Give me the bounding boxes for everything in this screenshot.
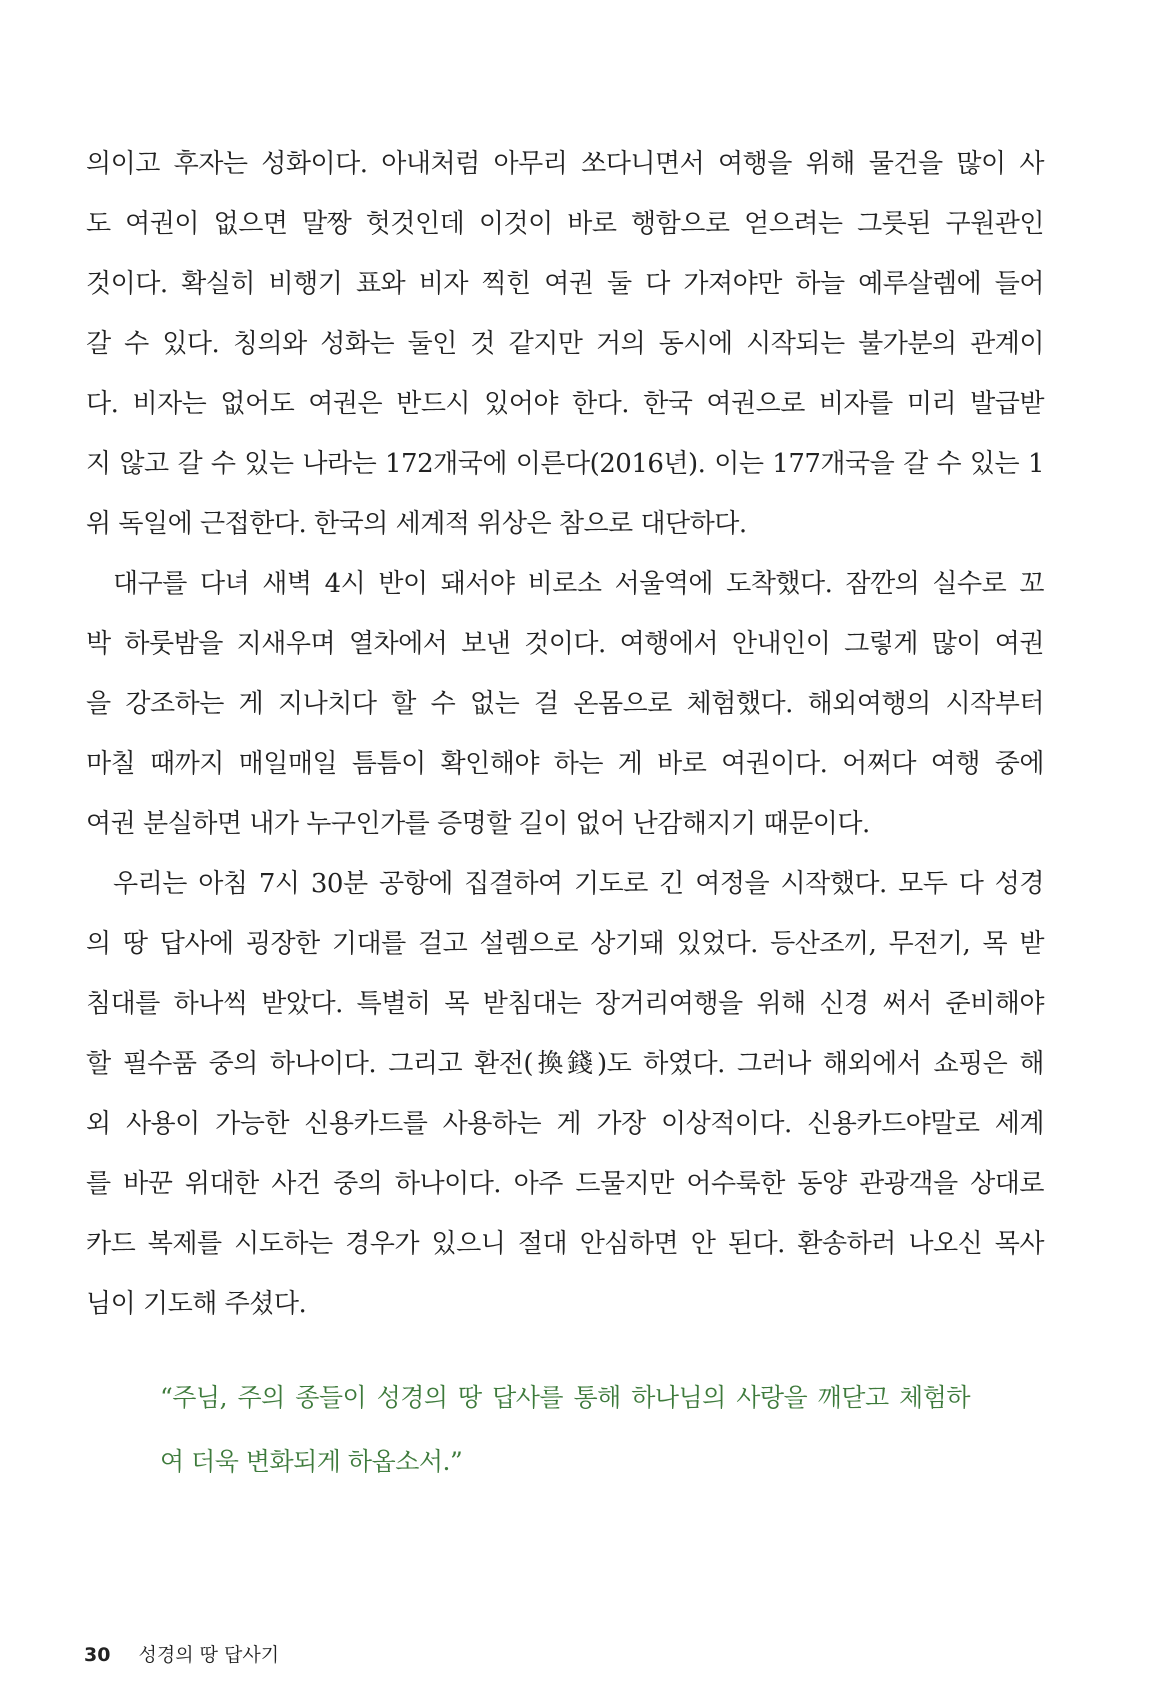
text-line: 것이다. 확실히 비행기 표와 비자 찍힌 여권 둘 다 가져야만 하늘 예루살렘에 들어 <box>86 269 1044 299</box>
prayer-line: 여 더욱 변화되게 하옵소서.” <box>160 1447 463 1476</box>
text-line: 위 독일에 근접한다. 한국의 세계적 위상은 참으로 대단하다. <box>86 509 747 539</box>
running-title: 성경의 땅 답사기 <box>138 1644 280 1666</box>
prayer-line: “주님, 주의 종들이 성경의 땅 답사를 통해 하나님의 사랑을 깨닫고 체험하 <box>160 1383 970 1412</box>
paragraph-2 <box>86 554 1044 854</box>
text-line: 박 하룻밤을 지새우며 열차에서 보낸 것이다. 여행에서 안내인이 그렇게 많이 여권 <box>86 629 1044 659</box>
paragraph-3 <box>86 854 1044 1334</box>
page-number: 30 <box>84 1644 111 1666</box>
text-line: 외 사용이 가능한 신용카드를 사용하는 게 가장 이상적이다. 신용카드야말로 세계 <box>86 1109 1044 1139</box>
paragraph-1 <box>86 134 1044 554</box>
text-line: 우리는 아침 7시 30분 공항에 집결하여 기도로 긴 여정을 시작했다. 모두 다 성경 <box>113 869 1044 899</box>
text-line: 의 땅 답사에 굉장한 기대를 걸고 설렘으로 상기돼 있었다. 등산조끼, 무전기, 목 받 <box>86 929 1044 959</box>
text-line: 대구를 다녀 새벽 4시 반이 돼서야 비로소 서울역에 도착했다. 잠깐의 실수로 꼬 <box>113 569 1044 599</box>
page-footer <box>84 1640 279 1667</box>
text-line: 님이 기도해 주셨다. <box>86 1289 307 1319</box>
text-line: 갈 수 있다. 칭의와 성화는 둘인 것 같지만 거의 동시에 시작되는 불가분의 관계이 <box>86 329 1044 359</box>
text-line: 여권 분실하면 내가 누구인가를 증명할 길이 없어 난감해지기 때문이다. <box>86 809 870 839</box>
prayer-quote <box>160 1366 970 1494</box>
text-line: 침대를 하나씩 받았다. 특별히 목 받침대는 장거리여행을 위해 신경 써서 준비해야 <box>86 989 1044 1019</box>
body-text <box>86 134 1044 1334</box>
text-line: 를 바꾼 위대한 사건 중의 하나이다. 아주 드물지만 어수룩한 동양 관광객을 상대로 <box>86 1169 1044 1199</box>
text-line: 을 강조하는 게 지나치다 할 수 없는 걸 온몸으로 체험했다. 해외여행의 시작부터 <box>86 689 1044 719</box>
text-line: 다. 비자는 없어도 여권은 반드시 있어야 한다. 한국 여권으로 비자를 미리 발급받 <box>86 389 1044 419</box>
text-line: 마칠 때까지 매일매일 틈틈이 확인해야 하는 게 바로 여권이다. 어쩌다 여행 중에 <box>86 749 1044 779</box>
text-line: 도 여권이 없으면 말짱 헛것인데 이것이 바로 행함으로 얻으려는 그릇된 구원관인 <box>86 209 1044 239</box>
text-line: 의이고 후자는 성화이다. 아내처럼 아무리 쏘다니면서 여행을 위해 물건을 많이 사 <box>86 149 1044 179</box>
text-line: 할 필수품 중의 하나이다. 그리고 환전(換錢)도 하였다. 그러나 해외에서 쇼핑은 해 <box>86 1049 1044 1079</box>
text-line: 지 않고 갈 수 있는 나라는 172개국에 이른다(2016년). 이는 177개국을 갈 수 있는 1 <box>86 449 1044 479</box>
text-line: 카드 복제를 시도하는 경우가 있으니 절대 안심하면 안 된다. 환송하러 나오신 목사 <box>86 1229 1044 1259</box>
